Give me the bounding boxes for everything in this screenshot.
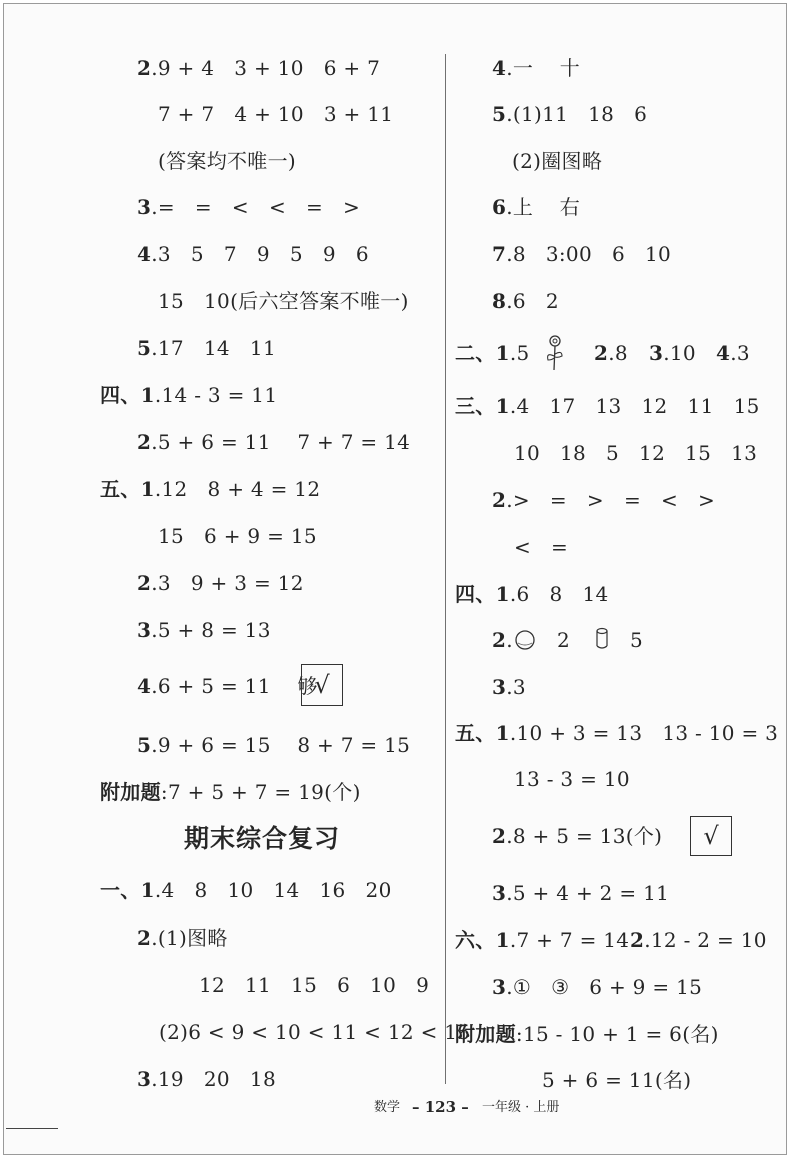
answer-line: 6.上 右 [492, 195, 581, 219]
footer-subject: 数学 [374, 1100, 401, 1115]
answer-line: 15 6 + 9 = 15 [158, 524, 317, 548]
answer-line: 2.8 [594, 341, 628, 365]
answer-line: 3.10 [649, 341, 696, 365]
answer-line: 10 18 5 12 15 13 [514, 441, 758, 465]
answer-line: 3.3 [492, 675, 526, 699]
answer-line: 2.9 + 4 3 + 10 6 + 7 [137, 56, 381, 80]
answer-line: 7.8 3:00 6 10 [492, 242, 672, 266]
answer-line: 7 + 7 4 + 10 3 + 11 [158, 102, 394, 126]
page-number: – 123 – [412, 1098, 469, 1116]
flower-icon [542, 332, 568, 374]
answer-line: 3.5 + 4 + 2 = 11 [492, 881, 670, 905]
bonus-question: 附加题:15 - 10 + 1 = 6(名) [455, 1022, 719, 1046]
answer-line: 4.6 + 5 = 11 够 [137, 674, 318, 698]
footer-grade: 一年级 · 上册 [482, 1100, 560, 1115]
answer-line: 2. [492, 628, 513, 652]
cylinder-icon [594, 626, 610, 652]
answer-line: 2.12 - 2 = 10 [630, 928, 767, 952]
checkmark-box: √ [690, 816, 732, 856]
answer-line: 3.① ③ 6 + 9 = 15 [492, 975, 703, 999]
answer-line: 3.19 20 18 [137, 1067, 276, 1091]
answer-line: 5 + 6 = 11(名) [542, 1068, 692, 1092]
answer-line: (2)6 < 9 < 10 < 11 < 12 < 15 [159, 1020, 471, 1044]
section-heading: 五、1.10 + 3 = 13 13 - 10 = 3 [455, 721, 779, 745]
answer-line: 8.6 2 [492, 289, 559, 313]
section-heading: 五、1.12 8 + 4 = 12 [100, 477, 321, 501]
answer-line: < = [514, 535, 569, 559]
answer-page [3, 3, 787, 1155]
answer-line: 2.8 + 5 = 13(个) [492, 824, 663, 848]
answer-line: 5.17 14 11 [137, 336, 276, 360]
column-divider [445, 54, 446, 1084]
answer-note: (答案均不唯一) [158, 149, 297, 173]
answer-line: 2.(1)图略 [137, 926, 228, 950]
sphere-icon [514, 628, 538, 652]
answer-line: 2.3 9 + 3 = 12 [137, 571, 304, 595]
checkmark-box: √ [301, 664, 343, 706]
section-heading: 六、1.7 + 7 = 14 [455, 928, 630, 952]
answer-line: 5.9 + 6 = 15 8 + 7 = 15 [137, 733, 411, 757]
answer-line: 3.5 + 8 = 13 [137, 618, 271, 642]
section-heading: 三、1.4 17 13 12 11 15 [455, 394, 760, 418]
answer-line: 4.3 5 7 9 5 9 6 [137, 242, 369, 266]
answer-line: 15 10(后六空答案不唯一) [158, 289, 409, 313]
section-heading: 一、1.4 8 10 14 16 20 [100, 878, 392, 902]
section-title: 期末综合复习 [184, 824, 341, 853]
section-heading: 二、1.5 [455, 341, 530, 365]
answer-line: 4.一 十 [492, 56, 581, 80]
edge-mark [6, 1128, 58, 1129]
answer-line: 2.> = > = < > [492, 488, 716, 512]
answer-line: 13 - 3 = 10 [514, 767, 630, 791]
section-heading: 四、1.14 - 3 = 11 [100, 383, 278, 407]
answer-line: 12 11 15 6 10 9 [199, 973, 430, 997]
answer-line: 3.= = < < = > [137, 195, 361, 219]
answer-value: 2 [557, 628, 571, 652]
answer-line: (2)圈图略 [512, 149, 603, 173]
bonus-question: 附加题:7 + 5 + 7 = 19(个) [100, 780, 361, 804]
answer-line: 5.(1)11 18 6 [492, 102, 648, 126]
answer-line: 2.5 + 6 = 11 7 + 7 = 14 [137, 430, 411, 454]
answer-line: 4.3 [716, 341, 750, 365]
section-heading: 四、1.6 8 14 [455, 582, 609, 606]
answer-value: 5 [630, 628, 644, 652]
